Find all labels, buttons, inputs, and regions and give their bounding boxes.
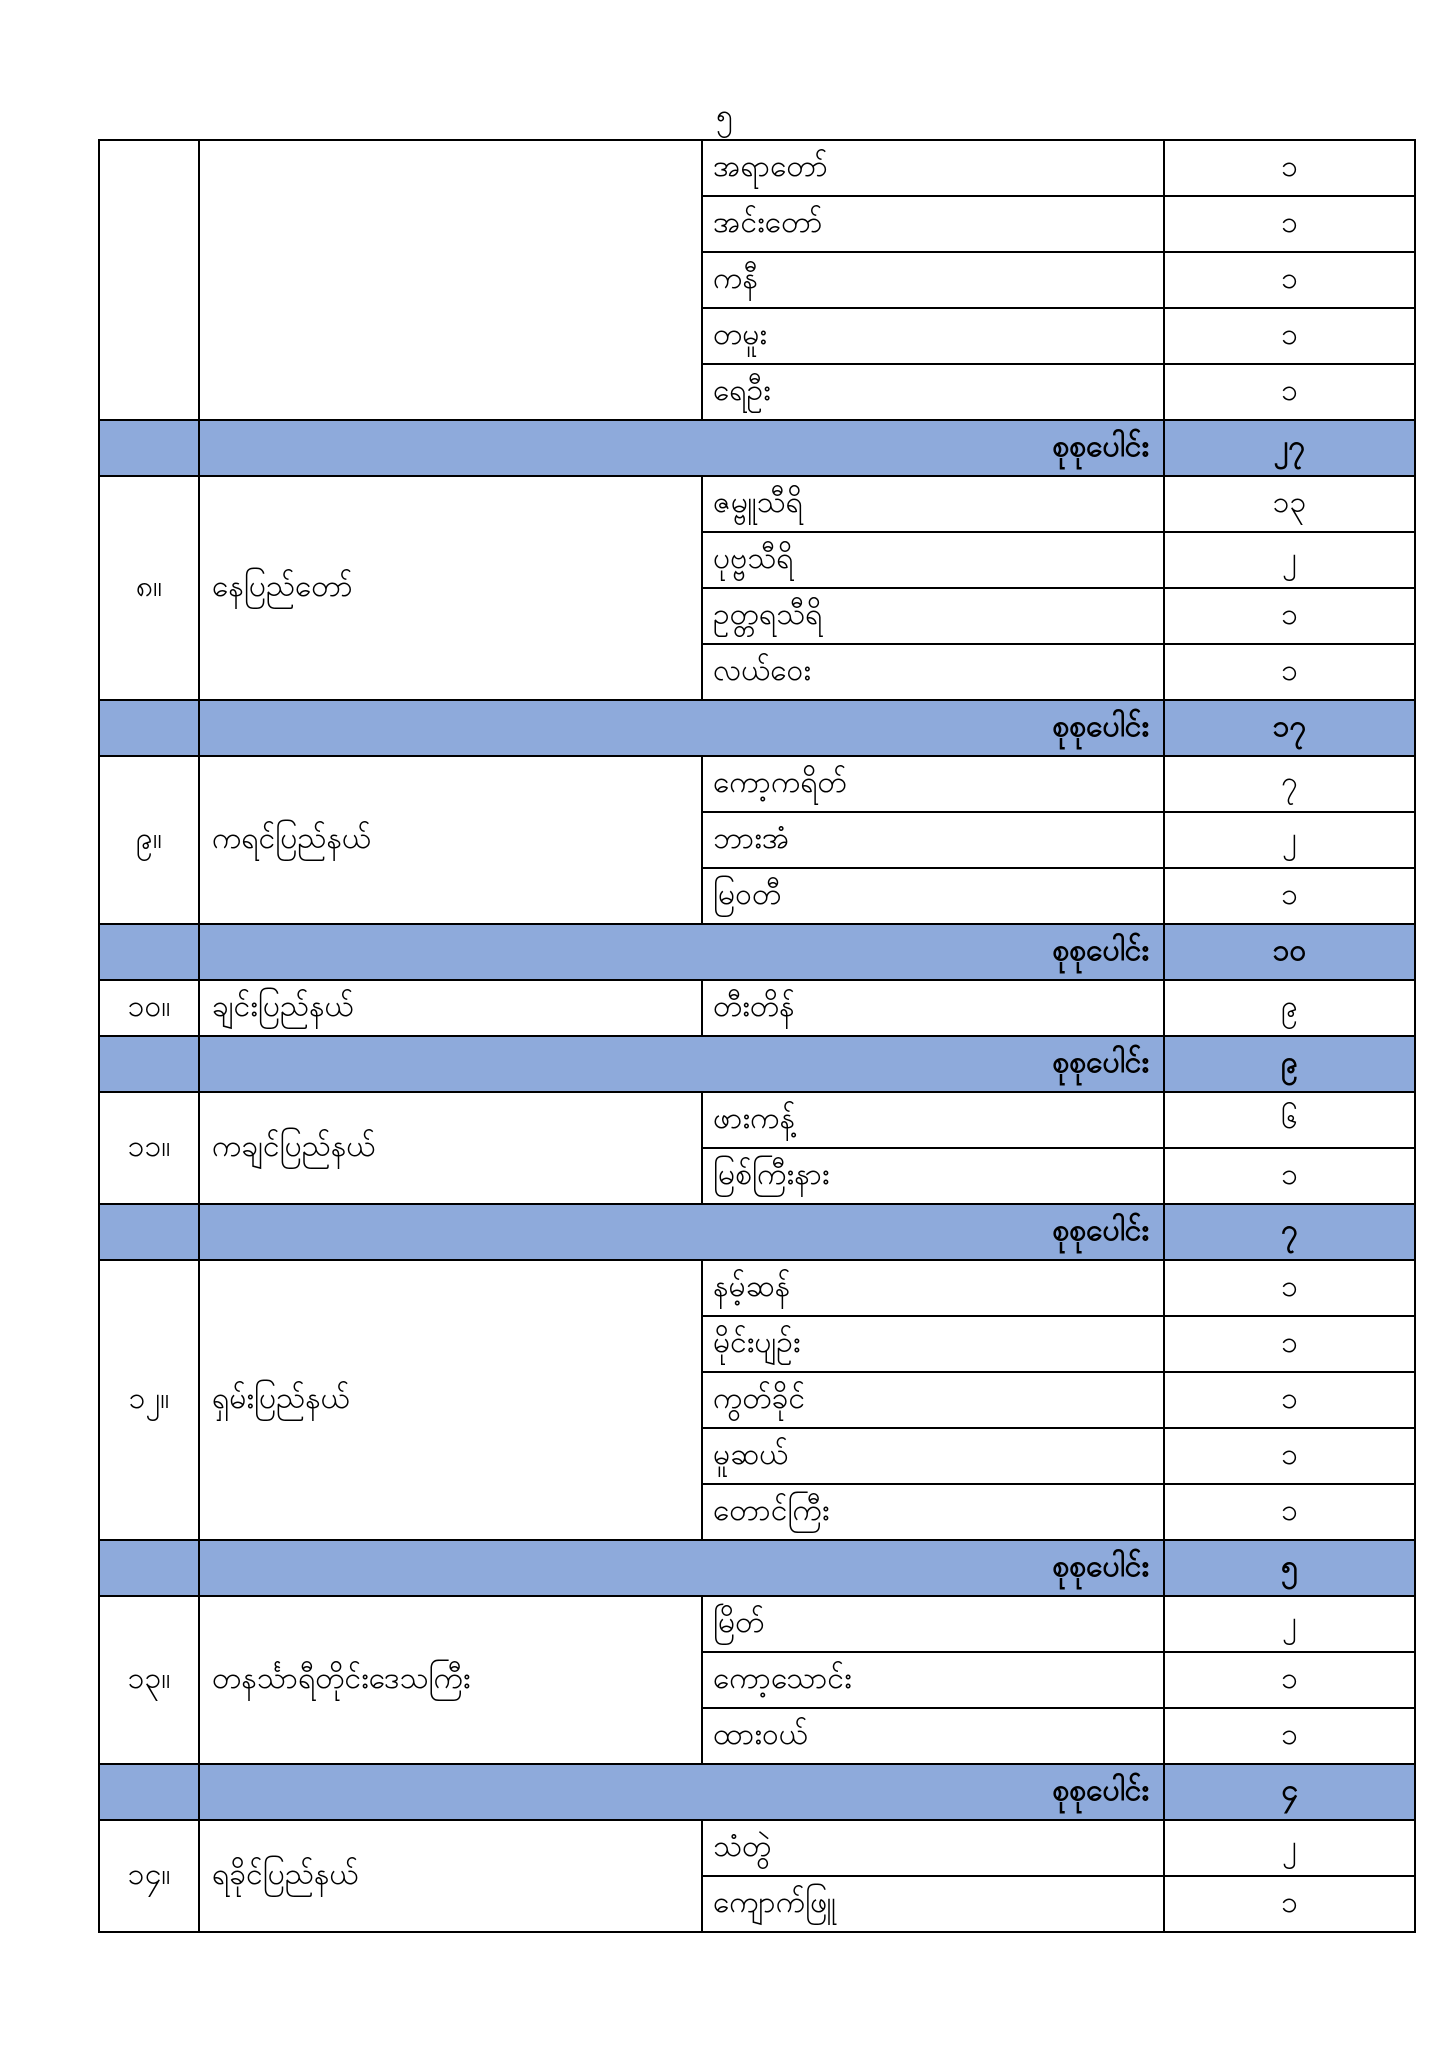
total-spacer xyxy=(99,1204,199,1260)
township-count: ၁ xyxy=(1164,196,1415,252)
township-name: မိုင်းပျဉ်း xyxy=(702,1316,1164,1372)
township-name: တမူး xyxy=(702,308,1164,364)
township-name: ထားဝယ် xyxy=(702,1708,1164,1764)
total-row xyxy=(99,420,1415,476)
township-count: ၇ xyxy=(1164,756,1415,812)
township-count: ၁ xyxy=(1164,1260,1415,1316)
township-name: ကျောက်ဖြူ xyxy=(702,1876,1164,1932)
township-name: ဖားကန့် xyxy=(702,1092,1164,1148)
table-row xyxy=(99,1260,1415,1316)
township-name: အင်းတော် xyxy=(702,196,1164,252)
total-row xyxy=(99,1540,1415,1596)
total-label: စုစုပေါင်း xyxy=(199,420,1164,476)
township-name: နမ့်ဆန် xyxy=(702,1260,1164,1316)
total-label: စုစုပေါင်း xyxy=(199,1540,1164,1596)
total-row xyxy=(99,700,1415,756)
township-count: ၁ xyxy=(1164,868,1415,924)
total-spacer xyxy=(99,420,199,476)
table-row xyxy=(99,1596,1415,1652)
total-label: စုစုပေါင်း xyxy=(199,1764,1164,1820)
total-row xyxy=(99,924,1415,980)
township-count: ၂ xyxy=(1164,532,1415,588)
page-number: ၅ xyxy=(716,98,733,133)
township-name: တီးတိန် xyxy=(702,980,1164,1036)
region-name xyxy=(199,140,702,420)
region-number: ၁၁။ xyxy=(99,1092,199,1204)
region-name: ရှမ်းပြည်နယ် xyxy=(199,1260,702,1540)
township-name: ကနီ xyxy=(702,252,1164,308)
total-value: ၇ xyxy=(1164,1204,1415,1260)
township-count: ၁ xyxy=(1164,1652,1415,1708)
township-count: ၁ xyxy=(1164,1372,1415,1428)
table-row xyxy=(99,1820,1415,1876)
township-name: ဘားအံ xyxy=(702,812,1164,868)
township-name: တောင်ကြီး xyxy=(702,1484,1164,1540)
region-number: ၈။ xyxy=(99,476,199,700)
township-count: ၂ xyxy=(1164,1596,1415,1652)
township-count: ၁ xyxy=(1164,644,1415,700)
total-label: စုစုပေါင်း xyxy=(199,924,1164,980)
region-name: ချင်းပြည်နယ် xyxy=(199,980,702,1036)
total-row xyxy=(99,1036,1415,1092)
township-count: ၁ xyxy=(1164,1484,1415,1540)
total-spacer xyxy=(99,1764,199,1820)
total-spacer xyxy=(99,1036,199,1092)
region-number xyxy=(99,140,199,420)
township-name: ကော့ကရိတ် xyxy=(702,756,1164,812)
township-count: ၁ xyxy=(1164,252,1415,308)
table-row xyxy=(99,1092,1415,1148)
township-name: ဥတ္တရသီရိ xyxy=(702,588,1164,644)
township-count: ၂ xyxy=(1164,1820,1415,1876)
total-label: စုစုပေါင်း xyxy=(199,1204,1164,1260)
township-count-table xyxy=(98,139,1416,1933)
township-count: ၁ xyxy=(1164,308,1415,364)
total-spacer xyxy=(99,700,199,756)
region-number: ၁၀။ xyxy=(99,980,199,1036)
total-value: ၉ xyxy=(1164,1036,1415,1092)
township-count: ၉ xyxy=(1164,980,1415,1036)
region-name: တနင်္သာရီတိုင်းဒေသကြီး xyxy=(199,1596,702,1764)
township-name: မြိတ် xyxy=(702,1596,1164,1652)
township-count: ၁ xyxy=(1164,1708,1415,1764)
township-count: ၁ xyxy=(1164,1876,1415,1932)
township-name: မြစ်ကြီးနား xyxy=(702,1148,1164,1204)
township-name: အရာတော် xyxy=(702,140,1164,196)
region-number: ၉။ xyxy=(99,756,199,924)
township-count: ၁ xyxy=(1164,1428,1415,1484)
township-count: ၆ xyxy=(1164,1092,1415,1148)
table-row xyxy=(99,476,1415,532)
total-spacer xyxy=(99,924,199,980)
township-name: ကွတ်ခိုင် xyxy=(702,1372,1164,1428)
total-label: စုစုပေါင်း xyxy=(199,1036,1164,1092)
township-count: ၁ xyxy=(1164,588,1415,644)
region-name: ကရင်ပြည်နယ် xyxy=(199,756,702,924)
township-name: မြဝတီ xyxy=(702,868,1164,924)
total-label: စုစုပေါင်း xyxy=(199,700,1164,756)
region-number: ၁၃။ xyxy=(99,1596,199,1764)
township-name: သံတွဲ xyxy=(702,1820,1164,1876)
township-name: မူဆယ် xyxy=(702,1428,1164,1484)
township-count: ၁ xyxy=(1164,140,1415,196)
township-name: ရေဦး xyxy=(702,364,1164,420)
region-name: နေပြည်တော် xyxy=(199,476,702,700)
township-name: ကော့သောင်း xyxy=(702,1652,1164,1708)
total-row xyxy=(99,1764,1415,1820)
total-value: ၅ xyxy=(1164,1540,1415,1596)
table-row xyxy=(99,140,1415,196)
total-spacer xyxy=(99,1540,199,1596)
township-count: ၂ xyxy=(1164,812,1415,868)
total-row xyxy=(99,1204,1415,1260)
total-value: ၁၀ xyxy=(1164,924,1415,980)
township-count: ၁၃ xyxy=(1164,476,1415,532)
region-name: ကချင်ပြည်နယ် xyxy=(199,1092,702,1204)
township-name: ပုဗ္ဗသီရိ xyxy=(702,532,1164,588)
total-value: ၁၇ xyxy=(1164,700,1415,756)
township-count: ၁ xyxy=(1164,364,1415,420)
township-count: ၁ xyxy=(1164,1148,1415,1204)
total-value: ၄ xyxy=(1164,1764,1415,1820)
total-value: ၂၇ xyxy=(1164,420,1415,476)
region-number: ၁၄။ xyxy=(99,1820,199,1932)
region-name: ရခိုင်ပြည်နယ် xyxy=(199,1820,702,1932)
township-name: ဇမ္ဗူသီရိ xyxy=(702,476,1164,532)
table-row xyxy=(99,756,1415,812)
township-name: လယ်ဝေး xyxy=(702,644,1164,700)
table-row xyxy=(99,980,1415,1036)
region-number: ၁၂။ xyxy=(99,1260,199,1540)
township-count: ၁ xyxy=(1164,1316,1415,1372)
